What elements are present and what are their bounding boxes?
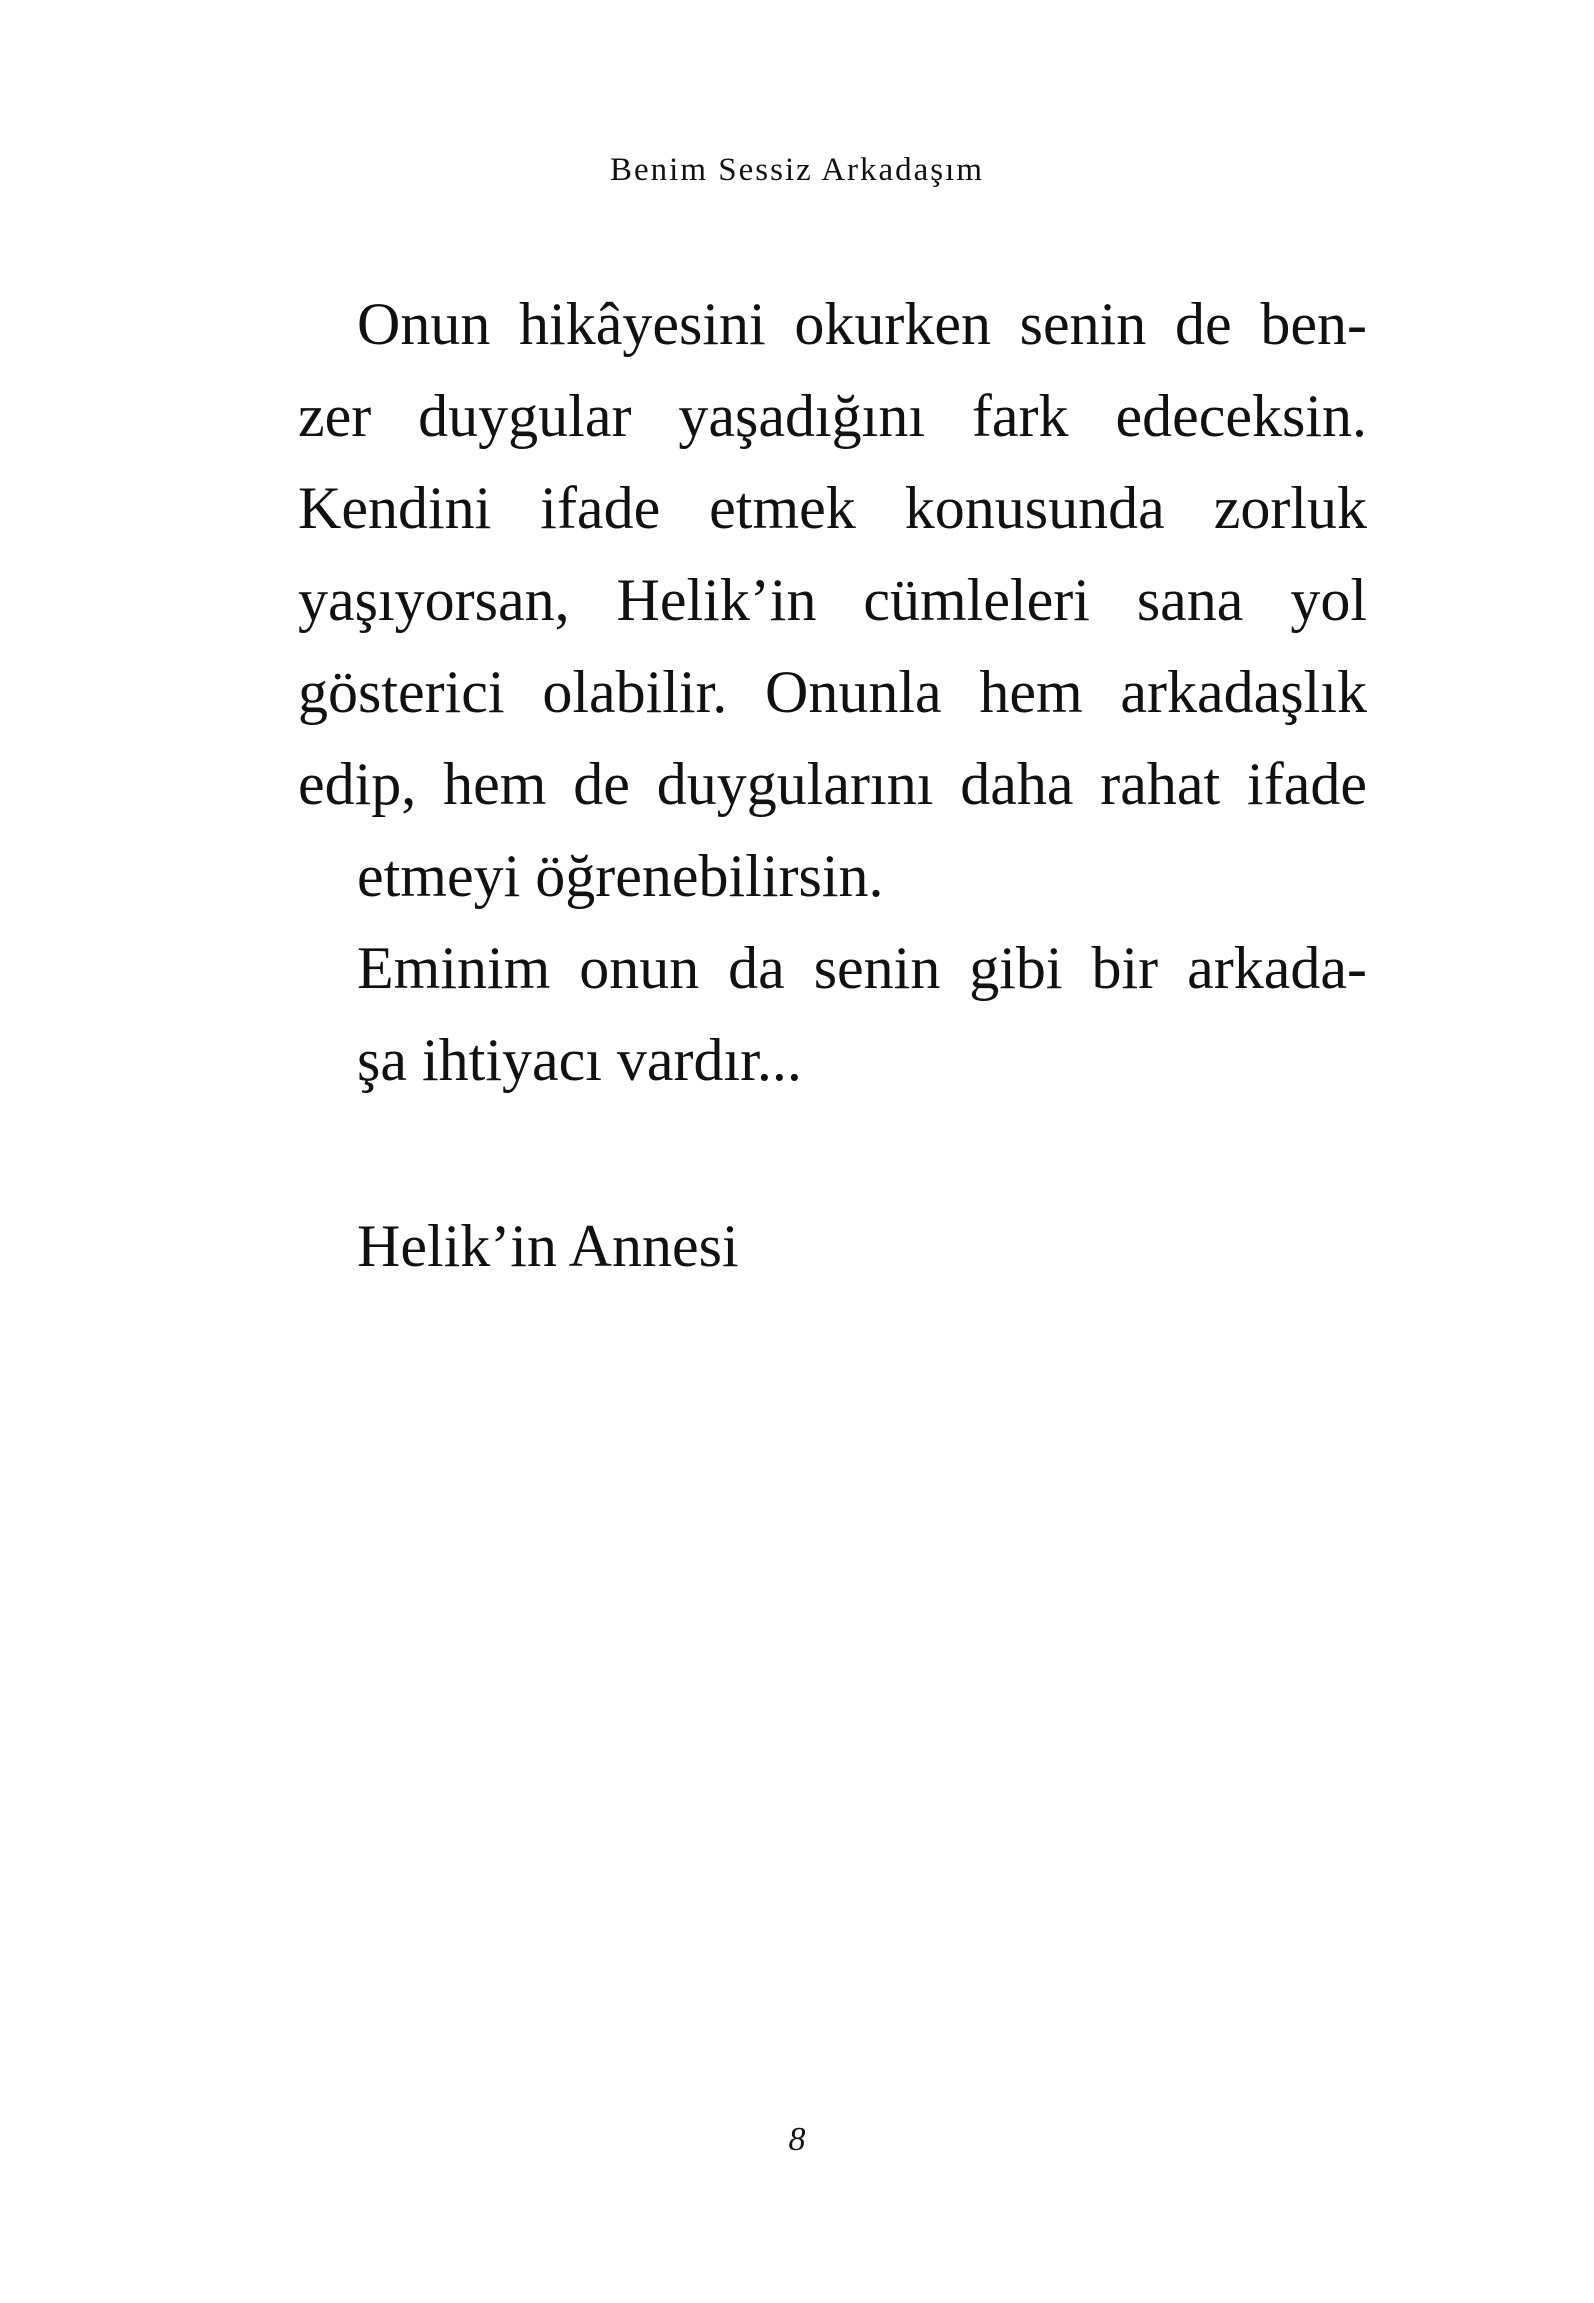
- word: Onun: [357, 291, 491, 357]
- paragraph-1: [298, 278, 1367, 922]
- word: bir: [1091, 935, 1159, 1001]
- text-line: [298, 922, 1367, 1014]
- word: okurken: [794, 291, 991, 357]
- text-line: [298, 370, 1367, 462]
- paragraph-2: [298, 922, 1367, 1106]
- word: rahat: [1100, 751, 1221, 817]
- word: onun: [579, 935, 700, 1001]
- word: fark: [971, 383, 1069, 449]
- running-header: Benim Sessiz Arkadaşım: [610, 152, 984, 188]
- word: olabilir.: [542, 659, 728, 725]
- text-line: [298, 462, 1367, 554]
- word: edeceksin.: [1115, 383, 1367, 449]
- text-line: etmeyi öğrenebilirsin.: [357, 843, 884, 909]
- word: senin: [813, 935, 941, 1001]
- text-line: [298, 554, 1367, 646]
- word: arkadaşlık: [1120, 659, 1367, 725]
- text-line: [298, 646, 1367, 738]
- word: zorluk: [1213, 475, 1367, 541]
- page-number: 8: [788, 2121, 806, 2158]
- signature: Helik’in Annesi: [357, 1213, 739, 1279]
- word: zer: [298, 383, 372, 449]
- word: cümleleri: [863, 567, 1090, 633]
- word: de: [1175, 291, 1232, 357]
- word: Helik’in: [616, 567, 817, 633]
- body-text: [298, 278, 1367, 1106]
- word: etmek: [709, 475, 856, 541]
- word: sana: [1136, 567, 1244, 633]
- word: de: [573, 751, 630, 817]
- word: gösterici: [298, 659, 505, 725]
- word: yaşıyorsan,: [298, 567, 570, 633]
- word: yol: [1290, 567, 1367, 633]
- word: konusunda: [904, 475, 1165, 541]
- word: senin: [1019, 291, 1147, 357]
- word: edip,: [298, 751, 417, 817]
- word: gibi: [969, 935, 1063, 1001]
- text-line: şa ihtiyacı vardır...: [357, 1027, 802, 1093]
- word: daha: [960, 751, 1074, 817]
- word: Kendini: [298, 475, 492, 541]
- word: ifade: [540, 475, 661, 541]
- text-line: [298, 278, 1367, 370]
- word: Eminim: [357, 935, 551, 1001]
- word: arkada-: [1187, 935, 1367, 1001]
- text-line: [298, 738, 1367, 830]
- word: hikâyesini: [519, 291, 766, 357]
- word: yaşadığını: [678, 383, 925, 449]
- word: ifade: [1247, 751, 1367, 817]
- word: Onunla: [765, 659, 942, 725]
- word: duygularını: [656, 751, 934, 817]
- word: hem: [443, 751, 547, 817]
- word: da: [728, 935, 785, 1001]
- word: duygular: [418, 383, 632, 449]
- word: hem: [979, 659, 1083, 725]
- word: ben-: [1260, 291, 1367, 357]
